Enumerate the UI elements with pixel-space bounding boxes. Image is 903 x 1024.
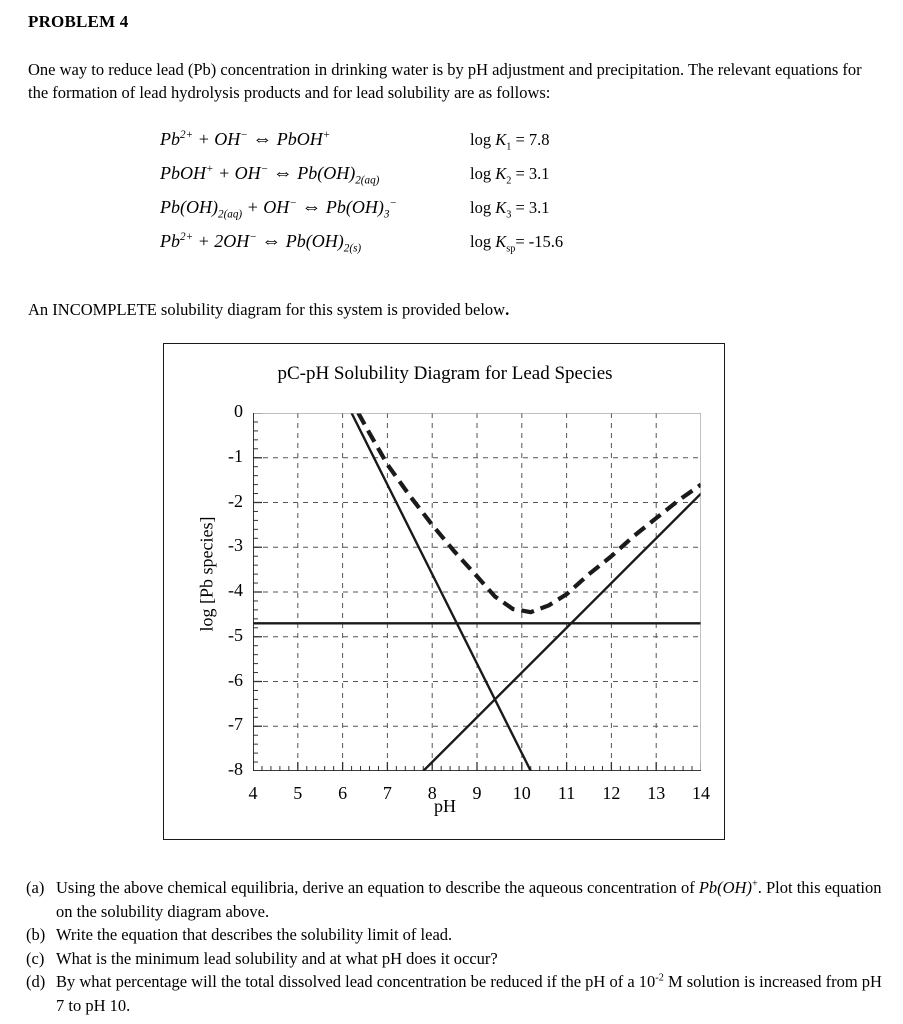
page-title: PROBLEM 4 [28,12,129,31]
question-text [56,970,882,1017]
x-tick-label: 11 [557,783,576,803]
y-tick-label: -2 [228,490,243,511]
question-item [26,923,882,947]
x-tick-label: 13 [647,783,666,803]
equation-constant: $\log K_{sp}= -15.6$ [470,232,564,255]
intro-paragraph: One way to reduce lead (Pb) concentration in drinking water is by pH adjustment and precipitation. The relevant equations for the formation of lead hydrolysis products and for lead solubility are as follows: [28,60,862,102]
x-tick-label: 9 [472,783,482,803]
equation-expression: $Pb^{2+} + 2OH^-$ ⇔ $Pb(OH)_{2(s)}$ [160,230,362,255]
equation-row [160,162,720,196]
plot-svg [253,413,701,771]
y-tick-label: -3 [228,535,243,556]
x-tick-label: 7 [382,783,392,803]
y-tick-label: -8 [228,759,243,779]
equation-row [160,196,720,230]
question-label: (d) [26,972,46,991]
question-sup: -2 [655,972,664,984]
question-italic: Pb(OH) [698,878,752,897]
question-text: Write the equation that describes the solubility limit of lead. [56,925,453,944]
incomplete-note: An INCOMPLETE solubility diagram for this system is provided below. [28,300,510,319]
minor-ticks [253,762,701,771]
y-tick-label: -7 [228,714,243,735]
chart-title: pC-pH Solubility Diagram for Lead Species [277,363,613,384]
solubility-diagram [163,343,725,840]
equation-block [160,128,720,264]
x-tick-label: 14 [692,783,710,803]
x-tick-label: 8 [427,783,437,803]
equation-constant: $\log K_3 = 3.1$ [470,198,550,221]
y-tick-label: -1 [228,445,243,466]
equation-constant: $\log K_1 = 7.8$ [470,130,550,153]
x-tick-label: 6 [338,783,348,803]
x-tick-label: 12 [602,783,621,803]
x-tick-label: 10 [512,783,531,803]
x-tick-label: 4 [248,783,258,803]
equation-expression: PbOH+ + OH− ⇔ $Pb(OH)_{2(aq)}$ [160,162,380,187]
equation-constant: $\log K_2 = 3.1$ [470,164,550,187]
question-sup: + [751,878,758,890]
question-label: (a) [26,878,45,897]
question-text: What is the minimum lead solubility and at what pH does it occur? [56,948,498,968]
question-label: (b) [26,925,46,944]
equation-expression: $Pb^{2+} + OH^-$ ⇔ PbOH+ [160,128,331,150]
equation-row [160,128,720,162]
question-text-part2: M solution is increased from pH 7 to pH 10. [56,972,882,1015]
equation-expression: $Pb(OH)_{2(aq)} + OH^-$ ⇔ $Pb(OH)_3^-$ [160,196,397,221]
question-text [56,876,882,923]
major-ticks [253,413,262,771]
question-text-part1: Using the above chemical equilibria, derive an equation to describe the aqueous concentration of [56,878,699,897]
y-tick-label: -4 [228,580,243,600]
question-item [26,876,882,923]
equation-row [160,230,720,264]
x-axis-label: pH [434,796,456,816]
plot-area [228,401,710,803]
question-label: (c) [26,948,45,968]
x-tick-label: 5 [293,783,303,803]
y-tick-label: -6 [228,669,243,690]
y-tick-label: 0 [234,401,243,421]
question-text-part2: . Plot this equation on the solubility diagram above. [56,878,882,921]
question-item [26,947,882,971]
y-axis-label-text: log [Pb species] [196,516,217,632]
y-tick-label: -5 [228,624,243,645]
questions-list [26,876,882,1017]
question-text-part1: By what percentage will the total dissolved lead concentration be reduced if the pH of a 10 [56,972,656,991]
question-item [26,970,882,1017]
